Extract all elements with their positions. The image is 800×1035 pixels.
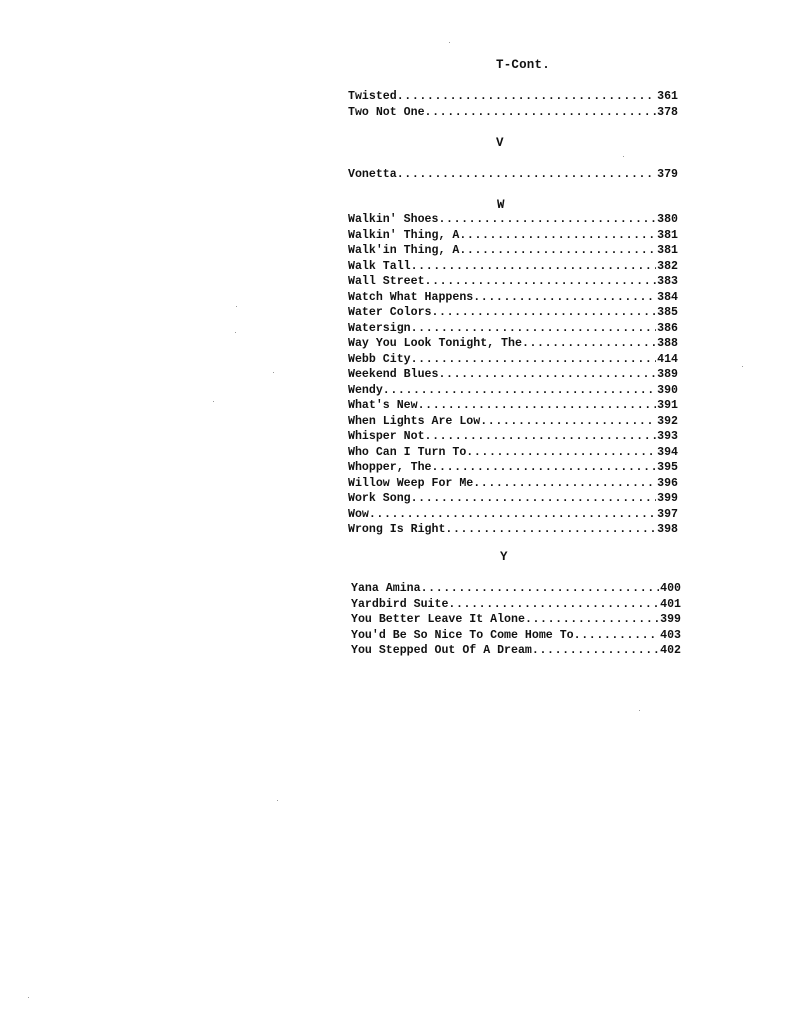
section-heading-y: Y: [500, 550, 508, 564]
entry-page-number: 389: [657, 368, 678, 381]
entry-title: You Stepped Out Of A Dream: [351, 644, 532, 657]
dot-leader: [448, 597, 659, 613]
index-entry: [348, 105, 678, 121]
entry-title: Whopper, The: [348, 461, 432, 474]
dot-leader: [574, 628, 659, 644]
dot-leader: [438, 212, 656, 228]
entry-page-number: 400: [660, 582, 681, 595]
index-entry: [348, 522, 678, 538]
scan-speck: [449, 42, 450, 43]
dot-leader: [397, 167, 656, 183]
dot-leader: [411, 259, 657, 275]
index-entry: [348, 336, 678, 352]
index-entry: [351, 643, 681, 659]
dot-leader: [532, 643, 659, 659]
index-entry: [348, 414, 678, 430]
dot-leader: [421, 581, 660, 597]
scan-speck: [623, 156, 624, 157]
entry-page-number: 395: [657, 461, 678, 474]
scan-speck: [28, 997, 29, 998]
index-entry: [351, 597, 681, 613]
entry-title: Wrong Is Right: [348, 523, 446, 536]
entry-page-number: 394: [657, 445, 678, 459]
section-list-v: [348, 167, 678, 183]
entry-page-number: 386: [657, 321, 678, 335]
scan-speck: [235, 332, 236, 333]
entry-title: Walk'in Thing, A: [348, 244, 460, 257]
section-list-y: [351, 581, 681, 659]
dot-leader: [438, 367, 656, 383]
entry-page-number: 397: [657, 507, 678, 521]
entry-page-number: 402: [660, 644, 681, 657]
entry-title: Wendy: [348, 383, 383, 397]
entry-page-number: 384: [657, 290, 678, 304]
entry-page-number: 388: [657, 337, 678, 350]
entry-page-number: 382: [657, 259, 678, 273]
dot-leader: [522, 336, 656, 352]
entry-page-number: 398: [657, 523, 678, 536]
dot-leader: [397, 89, 656, 105]
entry-title: Walkin' Shoes: [348, 213, 439, 226]
section-heading-v: V: [496, 136, 504, 150]
scan-speck: [639, 710, 640, 711]
dot-leader: [466, 445, 656, 461]
index-entry: [348, 243, 678, 259]
index-entry: [348, 228, 678, 244]
dot-leader: [473, 476, 656, 492]
entry-page-number: 393: [657, 430, 678, 443]
entry-title: Yana Amina: [351, 582, 421, 595]
index-entry: [348, 491, 678, 507]
dot-leader: [432, 460, 657, 476]
dot-leader: [525, 612, 659, 628]
scan-speck: [277, 800, 278, 801]
entry-page-number: 403: [660, 628, 681, 642]
entry-page-number: 396: [657, 476, 678, 490]
entry-title: Work Song: [348, 492, 411, 505]
index-entry: [351, 581, 681, 597]
index-entry: [351, 612, 681, 628]
entry-title: Way You Look Tonight, The: [348, 337, 522, 350]
entry-title: You'd Be So Nice To Come Home To: [351, 628, 574, 642]
entry-title: Wow: [348, 507, 369, 521]
entry-page-number: 399: [660, 613, 681, 626]
entry-title: Weekend Blues: [348, 368, 439, 381]
entry-title: Vonetta: [348, 168, 397, 181]
entry-title: Willow Weep For Me: [348, 476, 474, 490]
index-entry: [348, 460, 678, 476]
scan-speck: [273, 372, 274, 373]
entry-page-number: 380: [657, 213, 678, 226]
entry-title: Webb City: [348, 352, 411, 366]
entry-page-number: 381: [657, 244, 678, 257]
index-entry: [348, 398, 678, 414]
scan-speck: [213, 401, 214, 402]
entry-title: Who Can I Turn To: [348, 445, 467, 459]
dot-leader: [425, 274, 657, 290]
dot-leader: [473, 290, 656, 306]
section-heading-t-cont: T-Cont.: [496, 58, 550, 72]
entry-page-number: 378: [657, 105, 678, 119]
index-entry: [348, 167, 678, 183]
entry-page-number: 414: [657, 352, 678, 366]
entry-title: When Lights Are Low: [348, 414, 481, 428]
index-entry: [348, 507, 678, 523]
dot-leader: [425, 105, 657, 121]
index-entry: [351, 628, 681, 644]
entry-page-number: 361: [657, 90, 678, 103]
entry-page-number: 383: [657, 275, 678, 288]
dot-leader: [459, 243, 656, 259]
index-entry: [348, 321, 678, 337]
index-entry: [348, 429, 678, 445]
dot-leader: [432, 305, 657, 321]
index-entry: [348, 305, 678, 321]
entry-title: Wall Street: [348, 275, 425, 288]
entry-page-number: 401: [660, 597, 681, 611]
section-heading-w: W: [497, 198, 505, 212]
dot-leader: [459, 228, 656, 244]
entry-title: Watersign: [348, 321, 411, 335]
index-entry: [348, 259, 678, 275]
index-entry: [348, 352, 678, 368]
section-list-w: [348, 212, 678, 538]
entry-title: What's New: [348, 399, 418, 412]
index-entry: [348, 383, 678, 399]
entry-title: Yardbird Suite: [351, 597, 449, 611]
entry-title: Whisper Not: [348, 430, 425, 443]
entry-page-number: 390: [657, 383, 678, 397]
entry-page-number: 391: [657, 399, 678, 412]
dot-leader: [480, 414, 656, 430]
entry-title: You Better Leave It Alone: [351, 613, 525, 626]
dot-leader: [411, 321, 657, 337]
entry-title: Watch What Happens: [348, 290, 474, 304]
entry-title: Walk Tall: [348, 259, 411, 273]
entry-page-number: 392: [657, 414, 678, 428]
index-entry: [348, 274, 678, 290]
entry-title: Two Not One: [348, 105, 425, 119]
index-entry: [348, 476, 678, 492]
index-entry: [348, 290, 678, 306]
dot-leader: [418, 398, 657, 414]
section-list-t: [348, 89, 678, 120]
dot-leader: [369, 507, 656, 523]
entry-title: Water Colors: [348, 306, 432, 319]
entry-page-number: 385: [657, 306, 678, 319]
dot-leader: [411, 491, 657, 507]
dot-leader: [445, 522, 656, 538]
index-entry: [348, 445, 678, 461]
entry-page-number: 399: [657, 492, 678, 505]
entry-page-number: 381: [657, 228, 678, 242]
dot-leader: [383, 383, 656, 399]
entry-page-number: 379: [657, 168, 678, 181]
index-entry: [348, 212, 678, 228]
index-entry: [348, 367, 678, 383]
dot-leader: [411, 352, 657, 368]
index-entry: [348, 89, 678, 105]
entry-title: Twisted: [348, 90, 397, 103]
entry-title: Walkin' Thing, A: [348, 228, 460, 242]
scan-speck: [742, 366, 743, 367]
dot-leader: [425, 429, 657, 445]
scan-speck: [236, 306, 237, 307]
